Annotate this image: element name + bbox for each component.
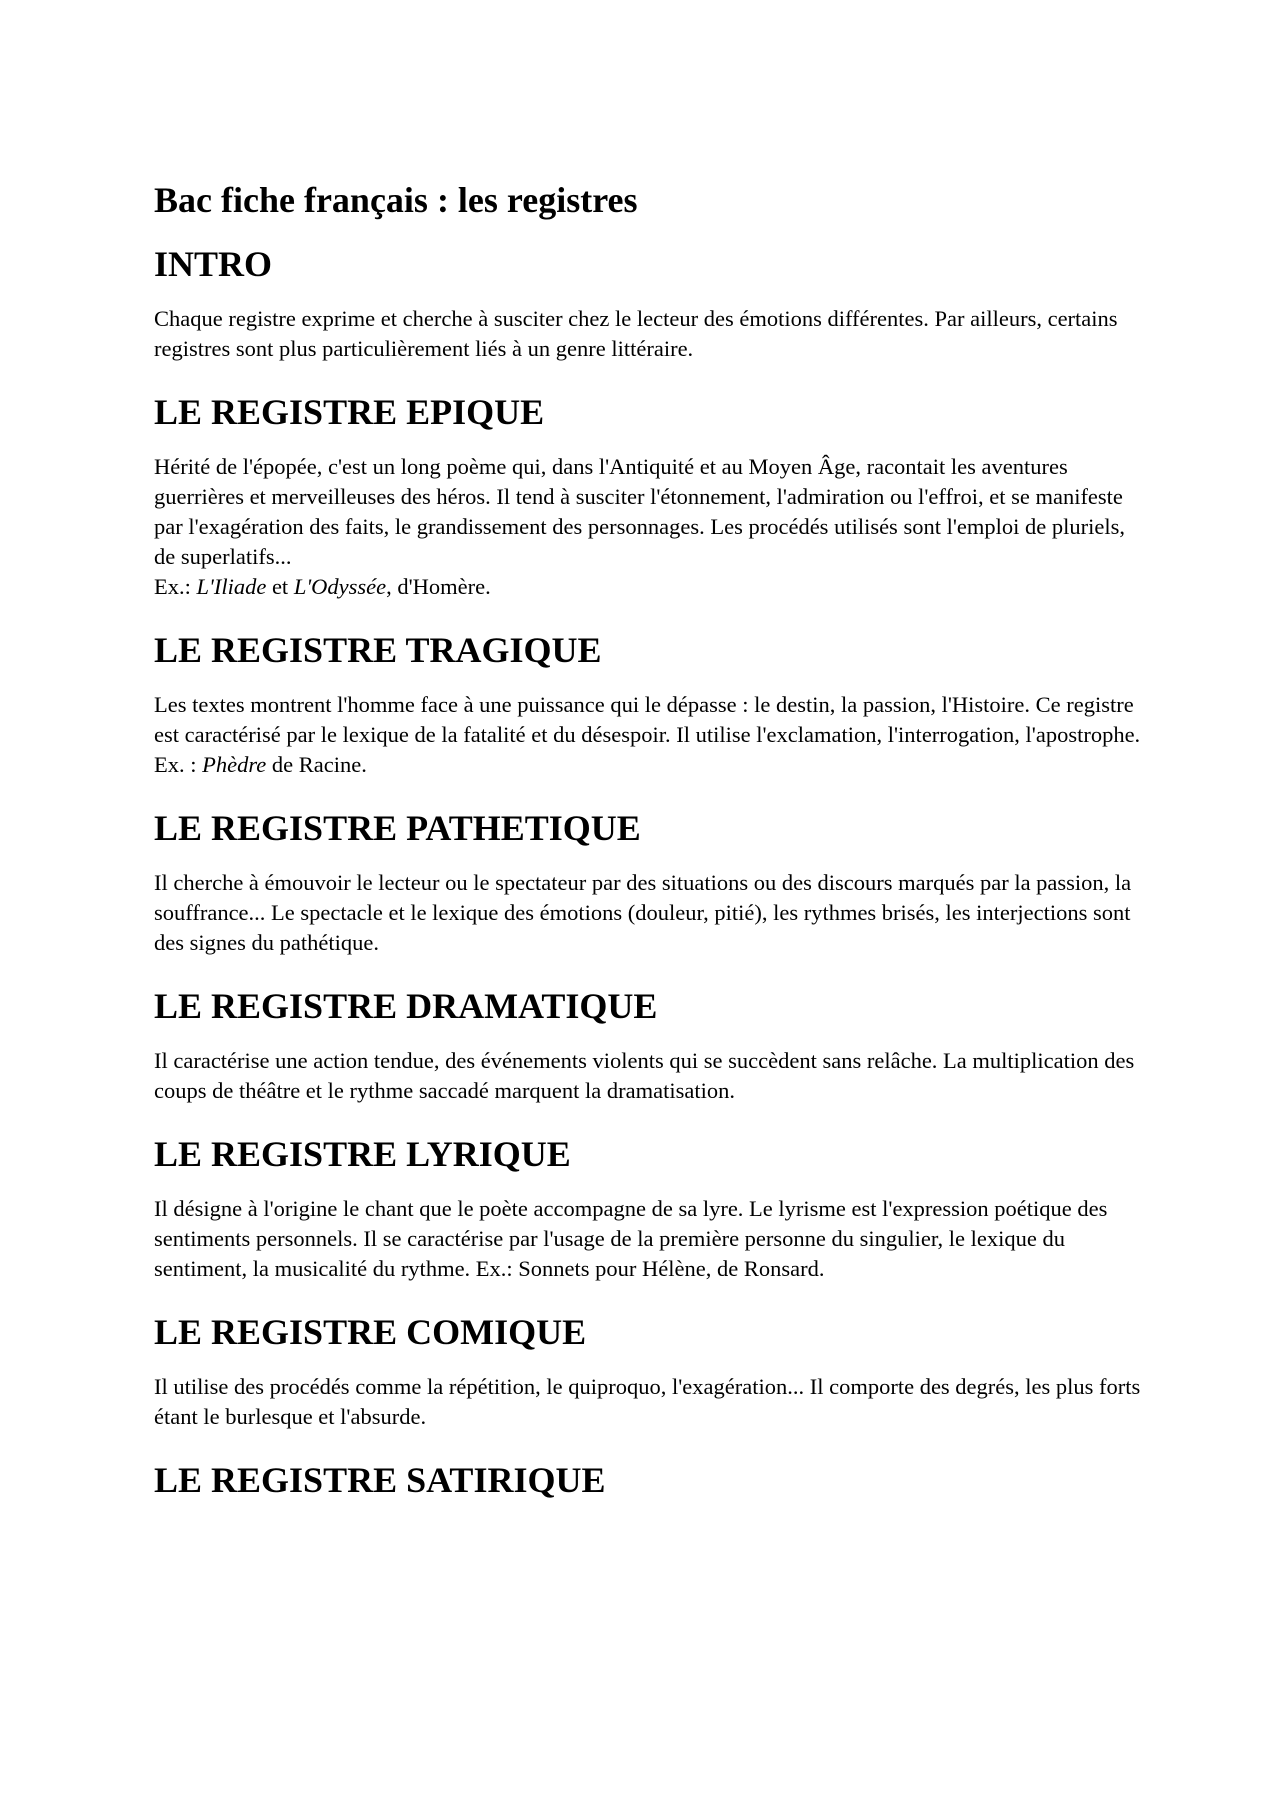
section-body-intro [154, 304, 1144, 364]
section-heading-intro: INTRO [154, 244, 273, 284]
example-separator: et [266, 574, 294, 599]
section-heading-lyrique: LE REGISTRE LYRIQUE [154, 1134, 571, 1174]
document-page [154, 178, 1144, 1520]
document-title: Bac fiche français : les registres [154, 180, 638, 220]
section-body-tragique [154, 690, 1144, 780]
section-body-epique [154, 452, 1144, 602]
section-heading-pathetique: LE REGISTRE PATHETIQUE [154, 808, 641, 848]
paragraph-pathetique: Il cherche à émouvoir le lecteur ou le spectateur par des situations ou des discours marqués par la passion, la souffrance... Le spectacle et le lexique des émotions (douleur, pitié), les rythmes brisés, les interjections sont des signes du pathétique. [154, 870, 1132, 955]
paragraph-dramatique: Il caractérise une action tendue, des événements violents qui se succèdent sans relâche. La multiplication des coups de théâtre et le rythme saccadé marquent la dramatisation. [154, 1048, 1135, 1103]
section-dramatique [154, 984, 1144, 1106]
section-body-pathetique [154, 868, 1144, 958]
paragraph-tragique [154, 690, 1144, 780]
paragraph-comique: Il utilise des procédés comme la répétition, le quiproquo, l'exagération... Il comporte des degrés, les plus forts étant le burlesque et l'absurde. [154, 1374, 1141, 1429]
example-suffix: , d'Homère. [386, 574, 491, 599]
example-work-iliade: L'Iliade [196, 574, 267, 599]
example-work-odyssee: L'Odyssée [293, 574, 387, 599]
section-satirique [154, 1458, 1144, 1502]
paragraph-lyrique: Il désigne à l'origine le chant que le poète accompagne de sa lyre. Le lyrisme est l'expression poétique des sentiments personnels. Il se caractérise par l'usage de la première personne du singulier, le lexique du sentiment, la musicalité du rythme. Ex.: Sonnets pour Hélène, de Ronsard. [154, 1196, 1108, 1281]
section-comique [154, 1310, 1144, 1432]
section-body-comique [154, 1372, 1144, 1432]
section-body-dramatique [154, 1046, 1144, 1106]
section-heading-tragique: LE REGISTRE TRAGIQUE [154, 630, 602, 670]
paragraph-tragique-text: Les textes montrent l'homme face à une puissance qui le dépasse : le destin, la passion, l'Histoire. Ce registre est caractérisé par le lexique de la fatalité et du désespoir. Il utilise l'exclamation, l'interrogation, l'apostrophe. Ex. : [154, 692, 1141, 777]
section-heading-epique: LE REGISTRE EPIQUE [154, 392, 545, 432]
example-work-phedre: Phèdre [202, 752, 267, 777]
paragraph-intro: Chaque registre exprime et cherche à susciter chez le lecteur des émotions différentes. Par ailleurs, certains registres sont plus particulièrement liés à un genre littéraire. [154, 306, 1118, 361]
section-lyrique [154, 1132, 1144, 1284]
section-heading-satirique: LE REGISTRE SATIRIQUE [154, 1460, 606, 1500]
example-suffix-tragique: de Racine. [266, 752, 367, 777]
section-heading-dramatique: LE REGISTRE DRAMATIQUE [154, 986, 658, 1026]
section-tragique [154, 628, 1144, 780]
section-intro [154, 242, 1144, 364]
example-line-epique [154, 572, 1144, 602]
section-pathetique [154, 806, 1144, 958]
section-body-lyrique [154, 1194, 1144, 1284]
section-epique [154, 390, 1144, 602]
example-prefix: Ex.: [154, 574, 197, 599]
section-heading-comique: LE REGISTRE COMIQUE [154, 1312, 587, 1352]
paragraph-epique: Hérité de l'épopée, c'est un long poème qui, dans l'Antiquité et au Moyen Âge, racontait les aventures guerrières et merveilleuses des héros. Il tend à susciter l'étonnement, l'admiration ou l'effroi, et se manifeste par l'exagération des faits, le grandissement des personnages. Les procédés utilisés sont l'emploi de pluriels, de superlatifs... [154, 454, 1125, 569]
